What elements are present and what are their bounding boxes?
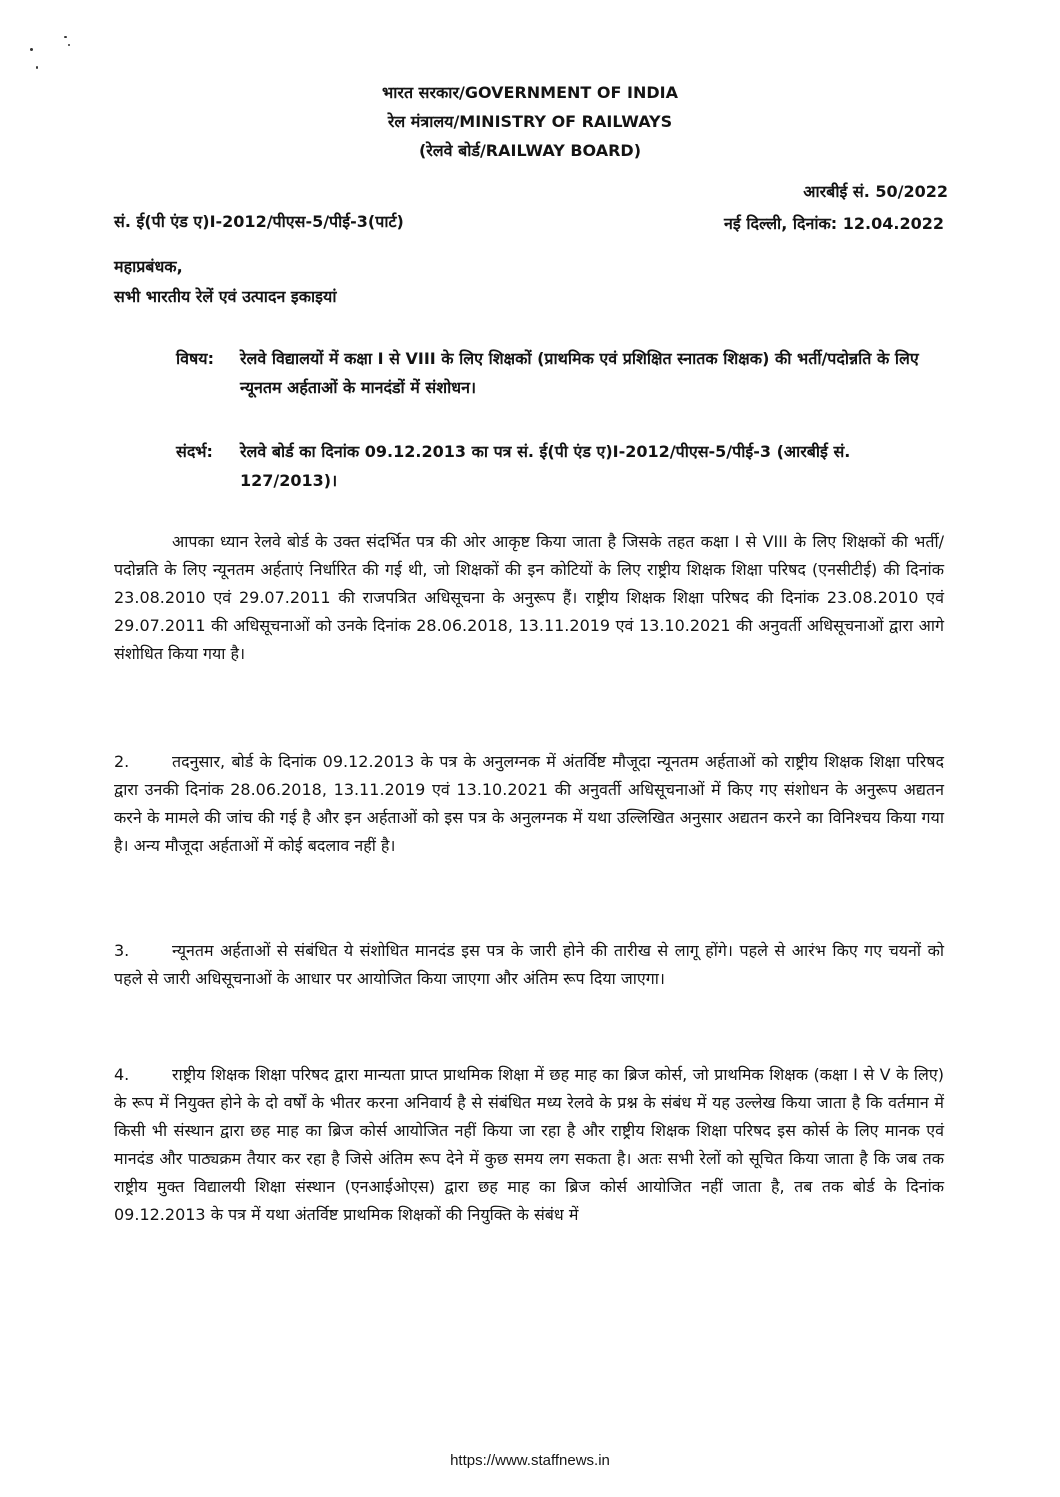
scan-speck — [68, 44, 70, 46]
paragraph-2-text: तदनुसार, बोर्ड के दिनांक 09.12.2013 के पत्र के अनुलग्नक में अंतर्विष्ट मौजूदा न्यूनतम अर्हताओं को राष्ट्रीय शिक्षक शिक्षा परिषद द्वारा उनकी दिनांक 28.06.2018, 13.11.2019 एवं 13.10.2021 की अनुवर्ती अधिसूचनाओं में किए गए संशोधन के अनुरूप अद्यतन करने के मामले की जांच की गई है और इन अर्हताओं को इस पत्र के अनुलग्नक में यथा उल्लिखित अनुसार अद्यतन करने का विनिश्चय किया गया है। अन्य मौजूदा अर्हताओं में कोई बदलाव नहीं है। — [114, 752, 944, 855]
letterhead-board: (रेलवे बोर्ड/RAILWAY BOARD) — [418, 141, 642, 160]
scan-speck — [36, 66, 38, 69]
addressee-title: महाप्रबंधक, — [114, 257, 183, 276]
paragraph-2 — [114, 748, 944, 860]
paragraph-4 — [114, 1061, 944, 1229]
footer-url: https://www.staffnews.in — [450, 1452, 610, 1469]
addressee — [114, 252, 336, 312]
letterhead-ministry: रेल मंत्रालय/MINISTRY OF RAILWAYS — [387, 112, 673, 131]
paragraph-4-text: राष्ट्रीय शिक्षक शिक्षा परिषद द्वारा मान्यता प्राप्त प्राथमिक शिक्षा में छह माह का ब्रिज कोर्स, जो प्राथमिक शिक्षक (कक्षा I से V के लिए) के रूप में नियुक्त होने के दो वर्षों के भीतर करना अनिवार्य है से संबंधित मध्य रेलवे के प्रश्न के संबंध में यह उल्लेख किया जाता है कि वर्तमान में किसी भी संस्थान द्वारा छह माह का ब्रिज कोर्स आयोजित नहीं किया जा रहा है और राष्ट्रीय शिक्षक शिक्षा परिषद इस कोर्स के लिए मानक एवं मानदंड और पाठ्यक्रम तैयार कर रहा है जिसे अंतिम रूप देने में कुछ समय लग सकता है। अतः सभी रेलों को सूचित किया जाता है कि जब तक राष्ट्रीय मुक्त विद्यालयी शिक्षा संस्थान (एनआईओएस) द्वारा छह माह का ब्रिज कोर्स आयोजित नहीं जाता है, तब तक बोर्ड के दिनांक 09.12.2013 के पत्र में यथा अंतर्विष्ट प्राथमिक शिक्षकों की नियुक्ति के संबंध में — [114, 1065, 944, 1224]
scan-speck — [64, 36, 67, 38]
reference-text: रेलवे बोर्ड का दिनांक 09.12.2013 का पत्र सं. ई(पी एंड ए)I-2012/पीएस-5/पीई-3 (आरबीई सं. 127/2013)। — [240, 442, 851, 490]
paragraph-1-text: आपका ध्यान रेलवे बोर्ड के उक्त संदर्भित पत्र की ओर आकृष्ट किया जाता है जिसके तहत कक्षा I से VIII के लिए शिक्षकों की भर्ती/पदोन्नति के लिए न्यूनतम अर्हताएं निर्धारित की गई थी, जो शिक्षकों की इन कोटियों के लिए राष्ट्रीय शिक्षक शिक्षा परिषद (एनसीटीई) की दिनांक 23.08.2010 एवं 29.07.2011 की राजपत्रित अधिसूचना के अनुरूप हैं। राष्ट्रीय शिक्षक शिक्षा परिषद की दिनांक 23.08.2010 एवं 29.07.2011 की अधिसूचनाओं को उनके दिनांक 28.06.2018, 13.11.2019 एवं 13.10.2021 की अनुवर्ती अधिसूचनाओं द्वारा आगे संशोधित किया गया है। — [114, 532, 944, 663]
subject-block — [176, 344, 946, 402]
reference-block — [176, 437, 946, 495]
paragraph-2-number: 2. — [114, 752, 130, 771]
place-date: नई दिल्ली, दिनांक: 12.04.2022 — [724, 214, 944, 233]
addressee-recipients: सभी भारतीय रेलें एवं उत्पादन इकाइयां — [114, 287, 337, 306]
paragraph-3 — [114, 937, 944, 993]
subject-text: रेलवे विद्यालयों में कक्षा I से VIII के लिए शिक्षकों (प्राथमिक एवं प्रशिक्षित स्नातक शिक्षक) की भर्ती/पदोन्नति के लिए न्यूनतम अर्हताओं के मानदंडों में संशोधन। — [240, 349, 919, 397]
paragraph-3-number: 3. — [114, 941, 130, 960]
reference-label: संदर्भ: — [176, 442, 213, 461]
paragraph-1 — [114, 528, 944, 668]
letterhead-govt: भारत सरकार/GOVERNMENT OF INDIA — [382, 83, 678, 102]
subject-label: विषय: — [176, 349, 214, 368]
letterhead — [0, 78, 1060, 165]
file-number: सं. ई(पी एंड ए)I-2012/पीएस-5/पीई-3(पार्ट) — [114, 212, 404, 231]
rbe-number: आरबीई सं. 50/2022 — [803, 182, 948, 201]
paragraph-3-text: न्यूनतम अर्हताओं से संबंधित ये संशोधित मानदंड इस पत्र के जारी होने की तारीख से लागू होंगे। पहले से आरंभ किए गए चयनों को पहले से जारी अधिसूचनाओं के आधार पर आयोजित किया जाएगा और अंतिम रूप दिया जाएगा। — [114, 941, 944, 988]
paragraph-4-number: 4. — [114, 1065, 130, 1084]
scan-speck — [30, 48, 33, 51]
